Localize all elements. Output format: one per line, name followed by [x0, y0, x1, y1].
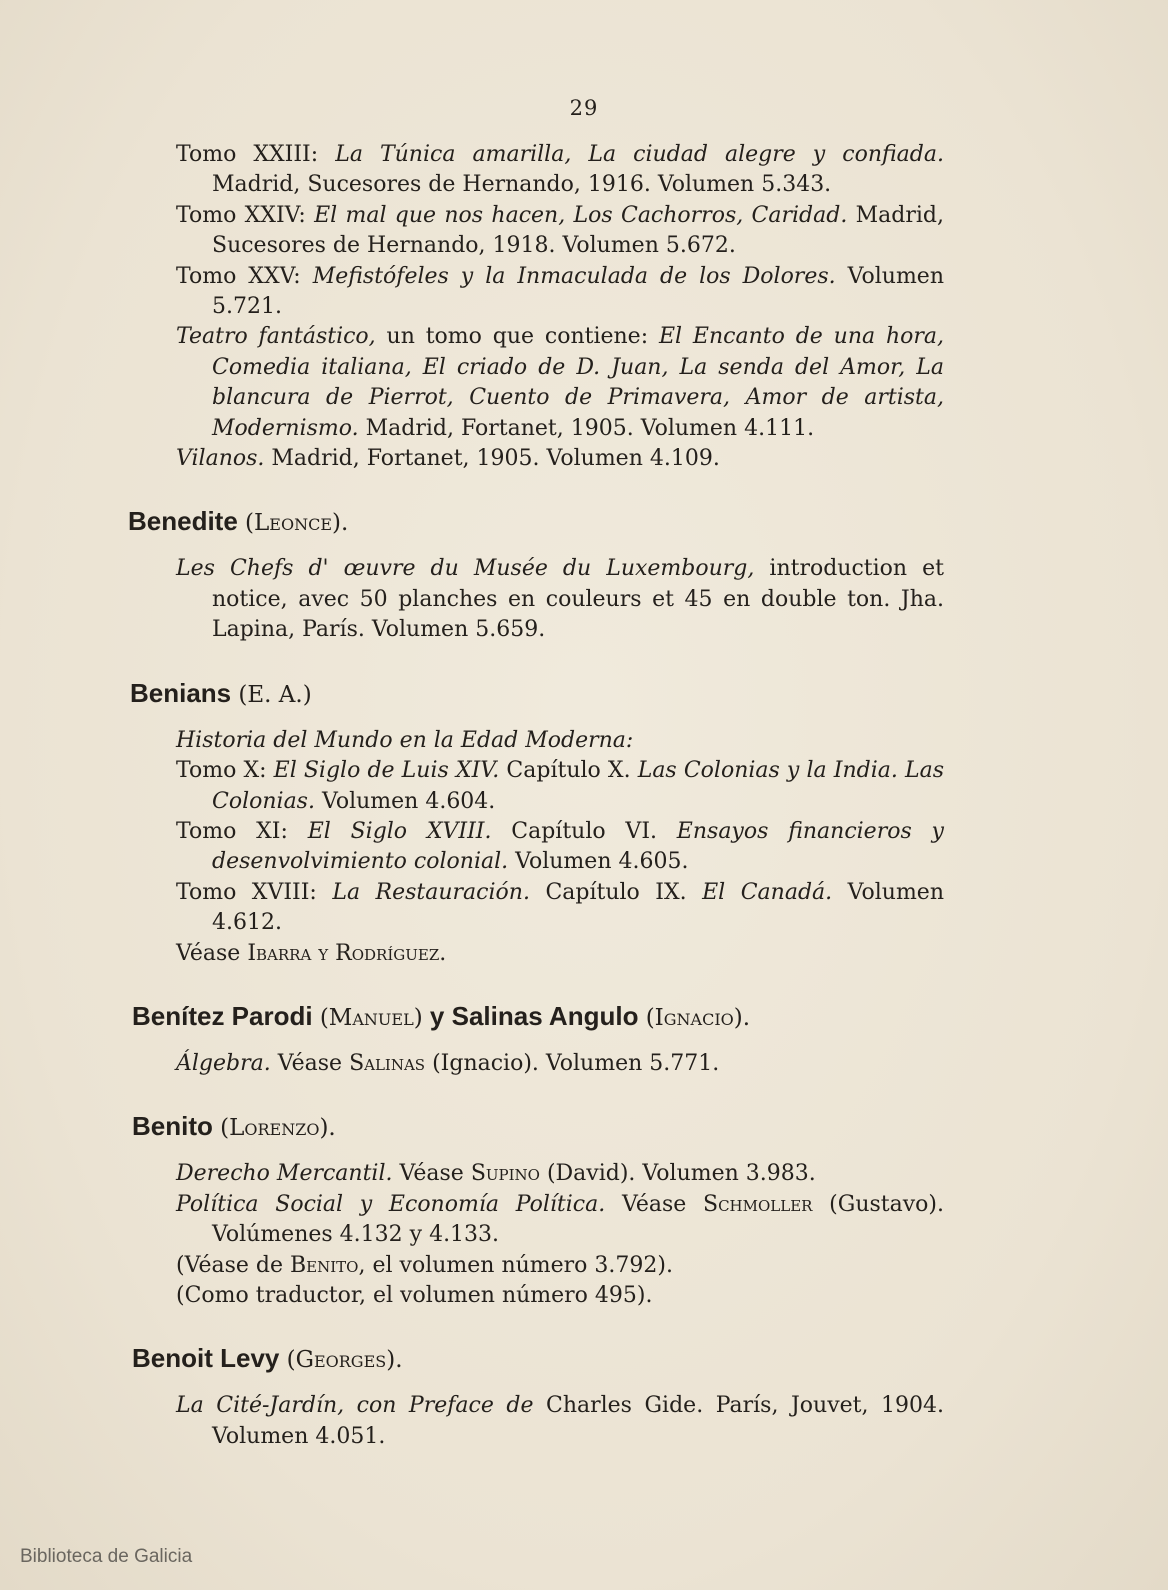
- list-item: Historia del Mundo en la Edad Moderna:: [176, 727, 634, 753]
- list-item: Tomo XXIV: El mal que nos hacen, Los Cachorros, Caridad. Madrid, Sucesores de Hernando, 1918. Volumen 5.672.: [176, 202, 944, 259]
- list-item: (Véase de Benito, el volumen número 3.792).: [176, 1252, 673, 1278]
- library-watermark: Biblioteca de Galicia: [20, 1546, 193, 1567]
- list-item: Álgebra. Véase Salinas (Ignacio). Volumen 5.771.: [176, 1050, 720, 1076]
- page-number: 29: [569, 96, 599, 120]
- author-heading: Benito (Lorenzo).: [132, 1111, 336, 1142]
- list-item: Política Social y Economía Política. Véase Schmoller (Gustavo). Volúmenes 4.132 y 4.133.: [176, 1191, 944, 1248]
- list-item: Les Chefs d' œuvre du Musée du Luxembourg, introduction et notice, avec 50 planches en couleurs et 45 en double ton. Jha. Lapina, París. Volumen 5.659.: [176, 556, 944, 643]
- list-item: Vilanos. Madrid, Fortanet, 1905. Volumen 4.109.: [176, 446, 720, 472]
- list-item: Tomo XI: El Siglo XVIII. Capítulo VI. Ensayos financieros y desenvolvimiento colonial. Volumen 4.605.: [176, 818, 944, 875]
- list-item: Tomo XXIII: La Túnica amarilla, La ciudad alegre y confiada. Madrid, Sucesores de Hernando, 1916. Volumen 5.343.: [176, 142, 944, 198]
- list-item: La Cité-Jardín, con Preface de Charles Gide. París, Jouvet, 1904. Volumen 4.051.: [176, 1393, 944, 1449]
- author-heading: Benians (E. A.): [130, 677, 312, 708]
- author-heading: Benoit Levy (Georges).: [132, 1343, 403, 1374]
- list-item: Véase Ibarra y Rodríguez.: [176, 940, 447, 966]
- author-heading: Benedite (Leonce).: [128, 506, 349, 537]
- entries: [128, 140, 944, 1452]
- author-heading: Benítez Parodi (Manuel) y Salinas Angulo (Ignacio).: [132, 1000, 751, 1031]
- list-item: Derecho Mercantil. Véase Supino (David). Volumen 3.983.: [176, 1161, 816, 1187]
- list-item: (Como traductor, el volumen número 495).: [176, 1282, 653, 1308]
- list-item: Tomo XXV: Mefistófeles y la Inmaculada de los Dolores. Volumen 5.721.: [176, 263, 944, 320]
- list-item: Tomo XVIII: La Restauración. Capítulo IX. El Canadá. Volumen 4.612.: [176, 879, 944, 936]
- list-item: Teatro fantástico, un tomo que contiene: El Encanto de una hora, Comedia italiana, El criado de D. Juan, La senda del Amor, La blancura de Pierrot, Cuento de Primavera, Amor de artista, Modernismo. Madrid, Fortanet, 1905. Volumen 4.111.: [176, 324, 944, 441]
- list-item: Tomo X: El Siglo de Luis XIV. Capítulo X. Las Colonias y la India. Las Colonias. Volumen 4.604.: [176, 758, 944, 814]
